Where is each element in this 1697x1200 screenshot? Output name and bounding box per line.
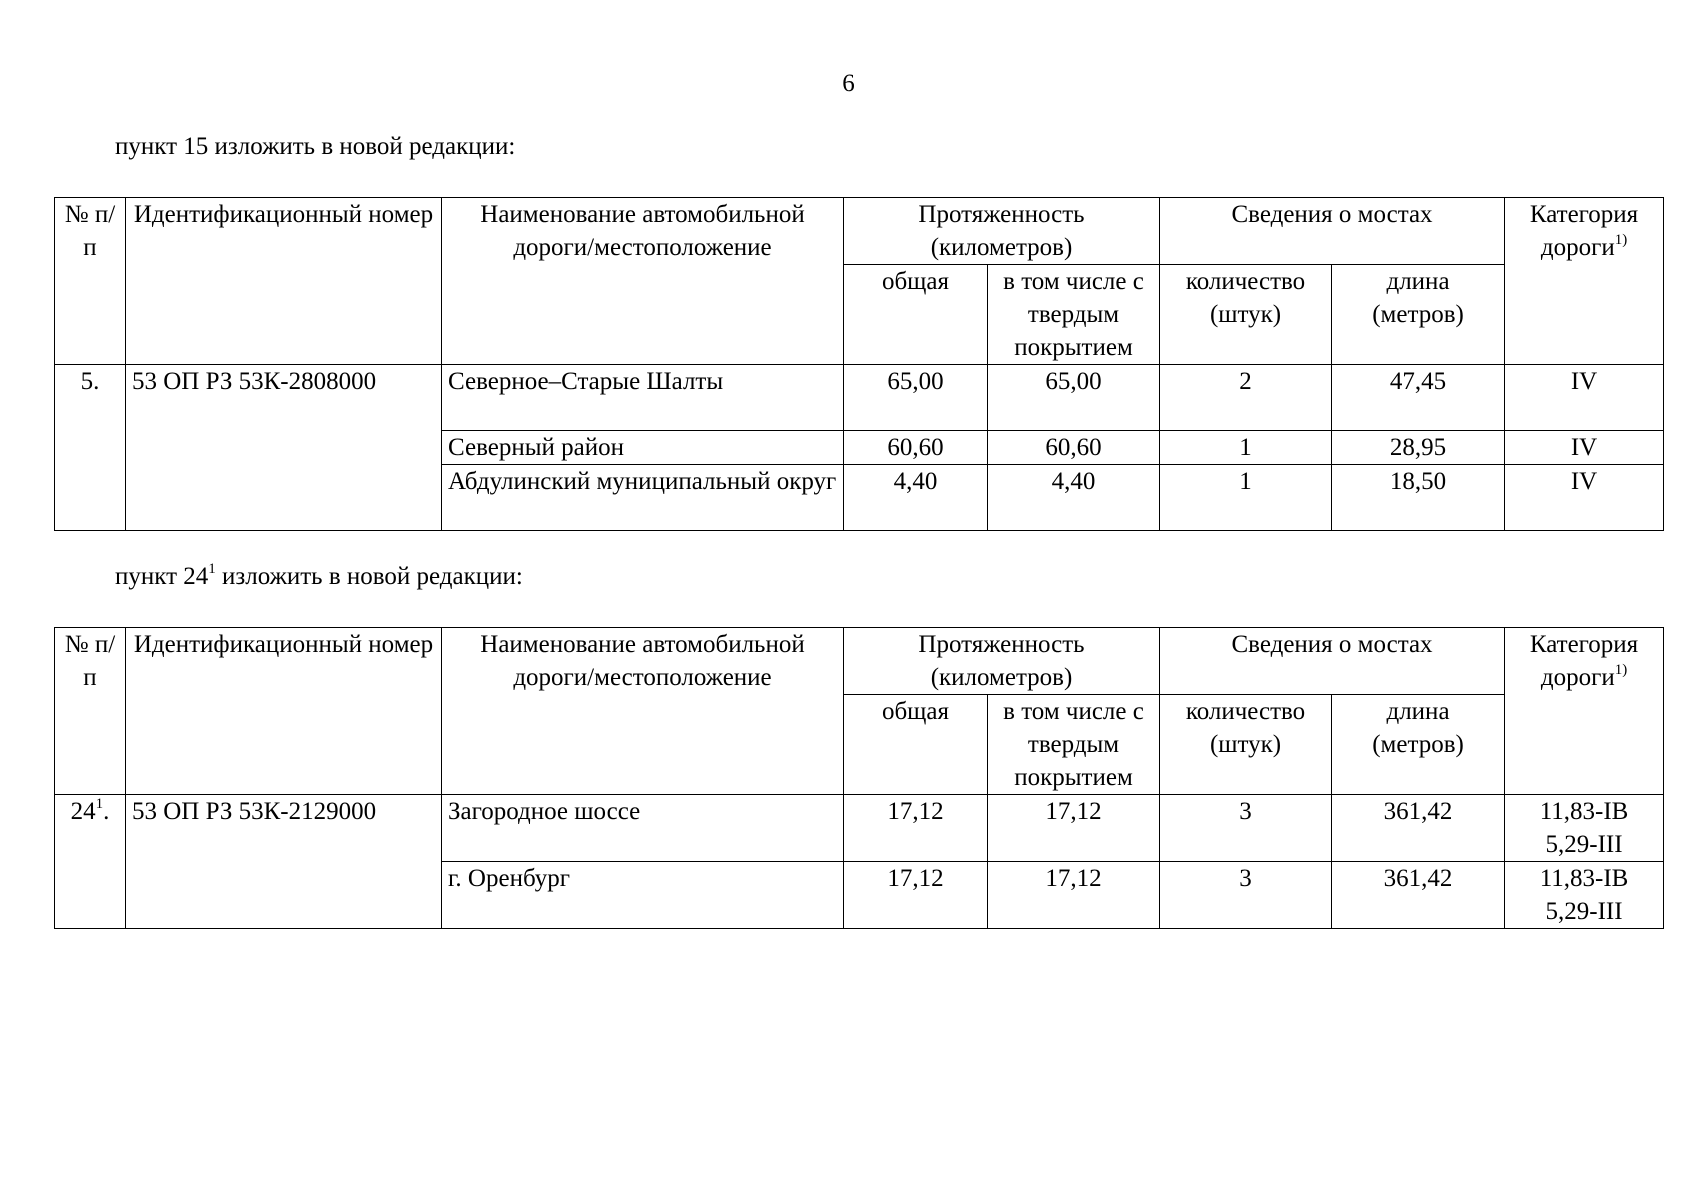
header-row: [55, 628, 1664, 695]
road-category: IV: [1505, 431, 1664, 465]
header-length-total: общая: [844, 695, 988, 795]
header-road-name: Наименование автомобильной дороги/местоположение: [442, 198, 844, 365]
header-bridges: Сведения о мостах: [1160, 198, 1505, 265]
paragraph-sup: 1: [208, 560, 216, 577]
length-hard: 17,12: [988, 862, 1160, 929]
header-row: [55, 198, 1664, 265]
road-name: г. Оренбург: [442, 862, 844, 929]
row-number-suffix: .: [103, 798, 110, 825]
bridge-length: 361,42: [1332, 862, 1505, 929]
header-category: [1505, 628, 1664, 795]
road-id: 53 ОП РЗ 53К-2808000: [126, 365, 442, 531]
bridge-length: 28,95: [1332, 431, 1505, 465]
header-length-total: общая: [844, 265, 988, 365]
header-bridges: Сведения о мостах: [1160, 628, 1505, 695]
header-length-hard: в том числе с твердым покрытием: [988, 695, 1160, 795]
length-hard: 65,00: [988, 365, 1160, 431]
length-hard: 17,12: [988, 795, 1160, 862]
roads-table-point-15: [54, 197, 1664, 531]
paragraph-suffix: изложить в новой редакции:: [215, 563, 523, 590]
header-num: № п/п: [55, 198, 126, 365]
header-id: Идентификационный номер: [126, 628, 442, 795]
category-line-2: 5,29-III: [1545, 898, 1623, 925]
paragraph-prefix: пункт 24: [115, 563, 209, 590]
header-length: Протяженность (километров): [844, 628, 1160, 695]
length-total: 4,40: [844, 465, 988, 531]
header-num: № п/п: [55, 628, 126, 795]
bridge-count: 1: [1160, 465, 1332, 531]
bridge-count: 2: [1160, 365, 1332, 431]
header-length-hard: в том числе с твердым покрытием: [988, 265, 1160, 365]
bridge-length: 361,42: [1332, 795, 1505, 862]
header-bridge-count: количество (штук): [1160, 695, 1332, 795]
length-hard: 60,60: [988, 431, 1160, 465]
road-id: 53 ОП РЗ 53К-2129000: [126, 795, 442, 929]
row-number-sup: 1: [95, 795, 104, 812]
road-name: Северный район: [442, 431, 844, 465]
road-name: Загородное шоссе: [442, 795, 844, 862]
length-total: 17,12: [844, 795, 988, 862]
header-category-text: Категория дороги: [1529, 631, 1639, 691]
road-category: [1505, 862, 1664, 929]
footnote-marker: 1): [1614, 231, 1628, 248]
road-name: Северное–Старые Шалты: [442, 365, 844, 431]
length-total: 17,12: [844, 862, 988, 929]
road-category: IV: [1505, 465, 1664, 531]
header-category-text: Категория дороги: [1529, 201, 1639, 261]
row-number-value: 24: [70, 798, 96, 825]
category-line-2: 5,29-III: [1545, 831, 1623, 858]
bridge-count: 3: [1160, 795, 1332, 862]
row-number: [55, 795, 126, 929]
paragraph-point-15: пункт 15 изложить в новой редакции:: [115, 133, 516, 160]
category-line-1: 11,83-IB: [1539, 865, 1629, 892]
header-bridge-length: длина (метров): [1332, 265, 1505, 365]
length-total: 65,00: [844, 365, 988, 431]
header-bridge-length: длина (метров): [1332, 695, 1505, 795]
footnote-marker: 1): [1614, 661, 1628, 678]
header-road-name: Наименование автомобильной дороги/местоположение: [442, 628, 844, 795]
row-number: 5.: [55, 365, 126, 531]
header-bridge-count: количество (штук): [1160, 265, 1332, 365]
header-id: Идентификационный номер: [126, 198, 442, 365]
table-row: [55, 795, 1664, 862]
bridge-length: 47,45: [1332, 365, 1505, 431]
table-row: [55, 365, 1664, 431]
length-total: 60,60: [844, 431, 988, 465]
page-number: 6: [842, 70, 855, 97]
length-hard: 4,40: [988, 465, 1160, 531]
road-category: [1505, 795, 1664, 862]
category-line-1: 11,83-IB: [1539, 798, 1629, 825]
road-name: Абдулинский муниципальный округ: [442, 465, 844, 531]
paragraph-point-24-1: [115, 560, 523, 591]
bridge-count: 1: [1160, 431, 1332, 465]
bridge-count: 3: [1160, 862, 1332, 929]
roads-table-point-24-1: [54, 627, 1664, 929]
road-category: IV: [1505, 365, 1664, 431]
bridge-length: 18,50: [1332, 465, 1505, 531]
header-category: [1505, 198, 1664, 365]
header-length: Протяженность (километров): [844, 198, 1160, 265]
